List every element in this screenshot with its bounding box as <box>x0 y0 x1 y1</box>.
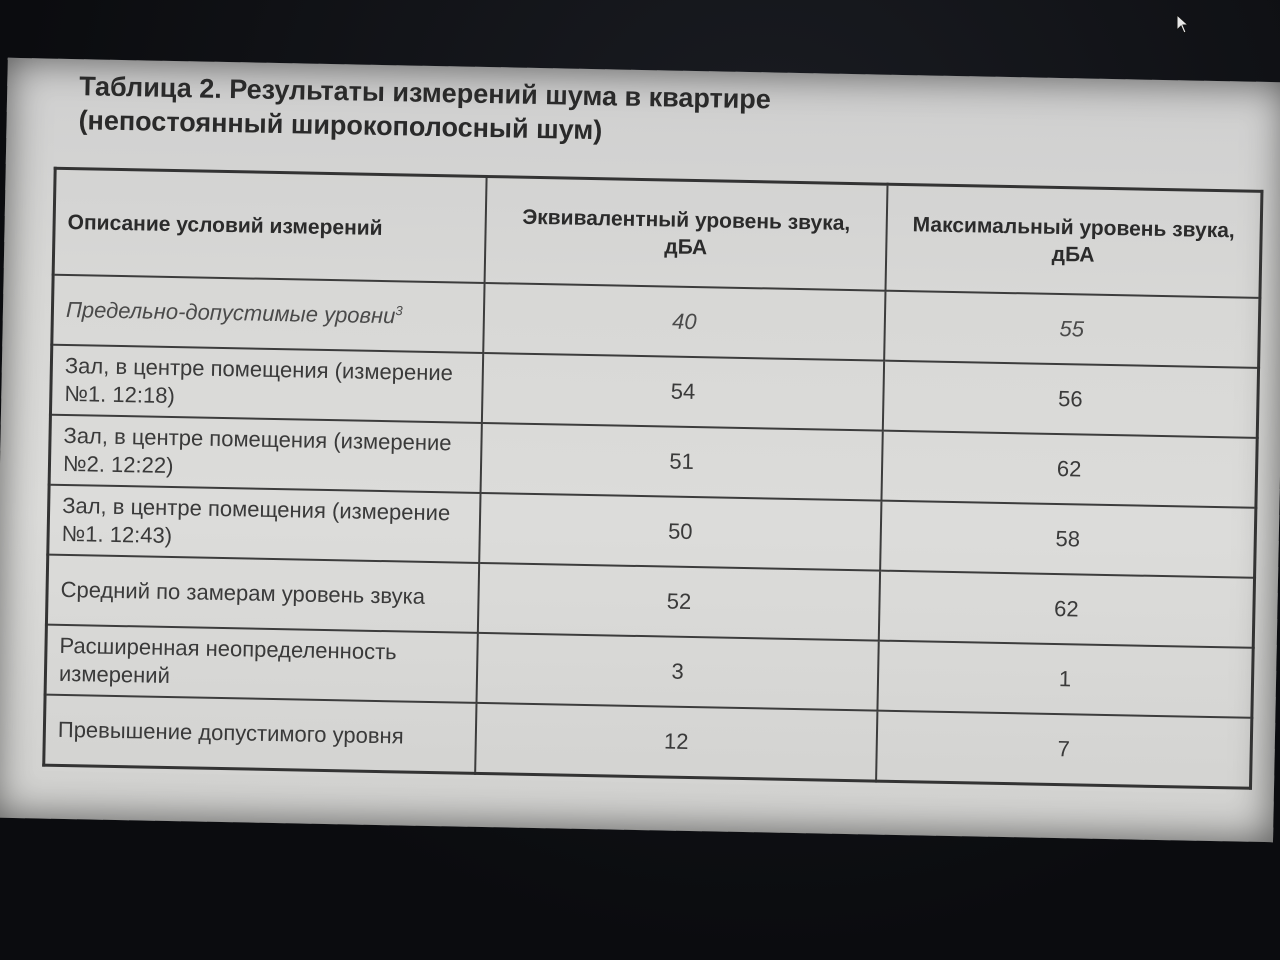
row-equivalent-value: 50 <box>479 493 881 571</box>
row-description: Превышение допустимого уровня <box>44 695 477 774</box>
row-equivalent-value: 52 <box>478 563 880 641</box>
row-max-value: 62 <box>879 571 1255 648</box>
mouse-pointer-icon <box>1176 14 1190 34</box>
row-max-value: 55 <box>884 291 1260 368</box>
row-max-value: 62 <box>881 431 1257 508</box>
document-screen <box>0 58 1280 842</box>
row-max-value: 56 <box>883 361 1259 438</box>
row-max-value: 58 <box>880 501 1256 578</box>
row-equivalent-value: 51 <box>481 423 883 501</box>
row-equivalent-value: 40 <box>483 283 885 361</box>
row-description: Зал, в центре помещения (измерение №1. 12:18) <box>50 345 483 423</box>
row-equivalent-value: 54 <box>482 353 884 431</box>
table-caption-line-1: Таблица 2. Результаты измерений шума в квартире <box>78 71 772 115</box>
row-description: Зал, в центре помещения (измерение №2. 12:22) <box>49 415 482 493</box>
row-max-value: 1 <box>877 641 1253 718</box>
row-description: Средний по замерам уровень звука <box>46 555 479 633</box>
table-caption-line-2: (непостоянный широкополосный шум) <box>78 105 603 146</box>
header-max-level: Максимальный уровень звука, дБА <box>885 184 1261 298</box>
row-description: Зал, в центре помещения (измерение №1. 12:43) <box>48 485 481 563</box>
row-description <box>52 275 485 353</box>
row-equivalent-value: 3 <box>476 633 878 711</box>
row-description: Расширенная неопределенность измерений <box>45 625 478 703</box>
header-equivalent-level: Эквивалентный уровень звука, дБА <box>485 177 888 291</box>
row-max-value: 7 <box>876 711 1252 789</box>
noise-results-table <box>42 167 1263 790</box>
table-caption <box>78 69 979 154</box>
header-conditions: Описание условий измерений <box>53 168 486 283</box>
row-description-text: Предельно-допустимые уровни <box>65 296 396 329</box>
footnote-mark: 3 <box>395 302 403 319</box>
row-equivalent-value: 12 <box>475 703 877 781</box>
